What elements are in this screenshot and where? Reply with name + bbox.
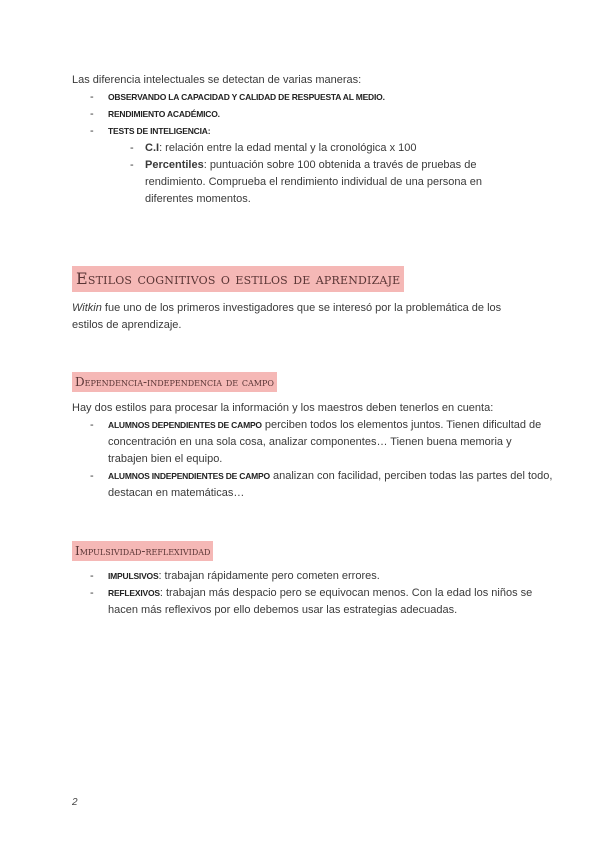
dep-item-1-line-2: concentración en una sola cosa, analizar componentes… Tienen buena memoria y [108, 436, 512, 448]
page-number: 2 [72, 797, 78, 808]
percentiles-line-2: rendimiento. Comprueba el rendimiento individual de una persona en [145, 176, 482, 188]
list-item-observando: OBSERVANDO LA CAPACIDAD Y CALIDAD DE RESPUESTA AL MEDIO. [108, 92, 385, 102]
term-dependientes: ALUMNOS DEPENDIENTES DE CAMPO [108, 420, 262, 430]
section-heading-estilos: Estilos cognitivos o estilos de aprendizaje [72, 266, 404, 292]
list-dash: - [90, 91, 94, 103]
imp-item-2-line-1: : trabajan más despacio pero se equivocan menos. Con la edad los niños se [159, 587, 533, 599]
section-heading-dependencia: Dependencia-independencia de campo [72, 372, 277, 392]
dep-item-2-line-2: destacan en matemáticas… [108, 487, 245, 499]
imp-item-1 [108, 568, 380, 585]
list-item-tests: TESTS DE INTELIGENCIA: [108, 126, 211, 136]
sublist-dash: - [130, 159, 134, 171]
dep-item-1 [108, 417, 541, 434]
term-ci: C.I [145, 142, 160, 154]
dep-item-1-line-1: perciben todos los elementos juntos. Tienen dificultad de [261, 419, 542, 431]
section-heading-impulsividad: Impulsividad-reflexividad [72, 541, 213, 561]
intro-text: Las diferencia intelectuales se detectan de varias maneras: [72, 74, 362, 86]
imp-item-2-line-2: hacen más reflexivos por ello debemos usar las estrategias adecuadas. [108, 604, 458, 616]
list-dash: - [90, 125, 94, 137]
imp-item-1-text: : trabajan rápidamente pero cometen errores. [158, 570, 380, 582]
term-impulsivos: IMPULSIVOS [108, 571, 159, 581]
list-dash: - [90, 419, 94, 431]
witkin-text: fue uno de los primeros investigadores que se interesó por la problemática de los [101, 302, 502, 314]
list-item-rendimiento: RENDIMIENTO ACADÉMICO. [108, 109, 220, 119]
witkin-name: Witkin [72, 302, 102, 314]
list-dash: - [90, 570, 94, 582]
dep-item-2 [108, 468, 552, 485]
imp-item-2 [108, 585, 532, 602]
term-independientes: ALUMNOS INDEPENDIENTES DE CAMPO [108, 471, 270, 481]
witkin-line-2: estilos de aprendizaje. [72, 319, 182, 331]
list-dash: - [90, 470, 94, 482]
witkin-line-1 [72, 300, 501, 317]
dep-intro: Hay dos estilos para procesar la información y los maestros deben tenerlos en cuenta: [72, 402, 494, 414]
term-reflexivos: REFLEXIVOS [108, 588, 160, 598]
list-dash: - [90, 587, 94, 599]
sublist-dash: - [130, 142, 134, 154]
sublist-item-percentiles [145, 157, 476, 174]
ci-definition: : relación entre la edad mental y la cronológica x 100 [159, 142, 417, 154]
term-percentiles: Percentiles [145, 159, 204, 171]
percentiles-line-3: diferentes momentos. [145, 193, 251, 205]
list-dash: - [90, 108, 94, 120]
dep-item-1-line-3: trabajen bien el equipo. [108, 453, 223, 465]
sublist-item-ci [145, 140, 417, 157]
percentiles-line-1: : puntuación sobre 100 obtenida a través de pruebas de [203, 159, 477, 171]
dep-item-2-line-1: analizan con facilidad, perciben todas las partes del todo, [269, 470, 553, 482]
